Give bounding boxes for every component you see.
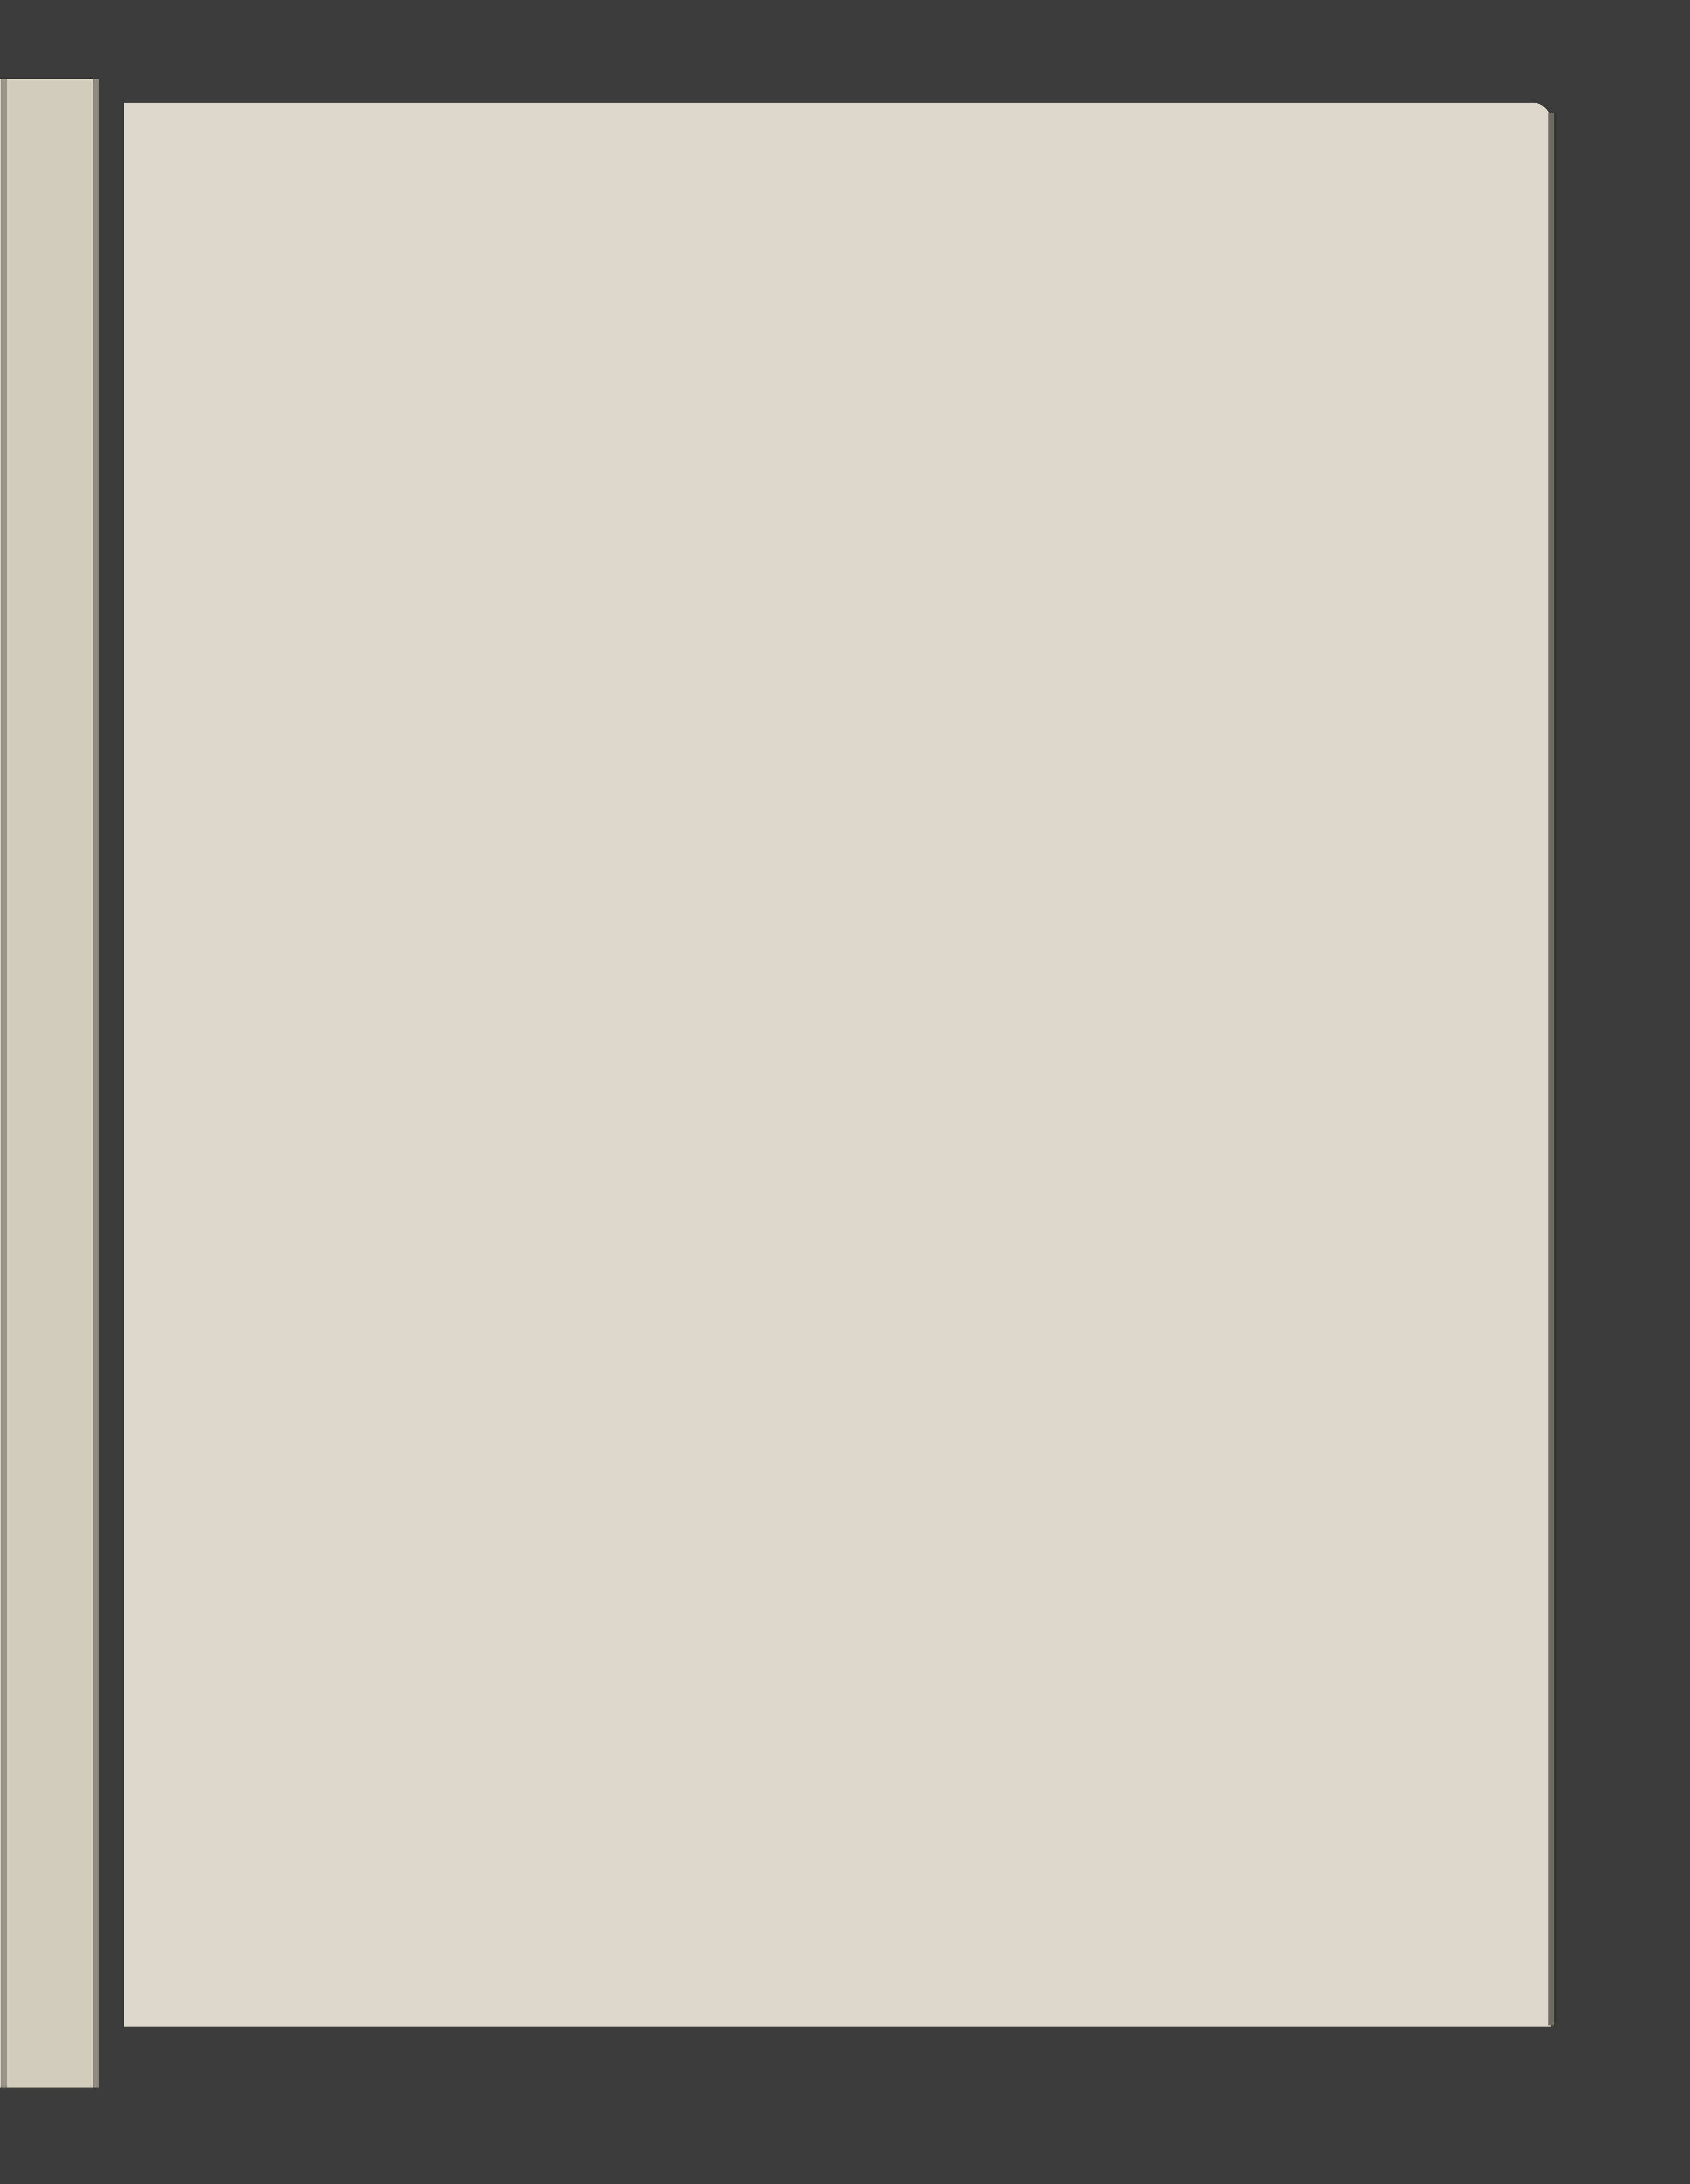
page-shadow [1548,113,1554,2025]
binding-edge [1,79,7,2088]
document-page [124,103,1551,2027]
left-page-edge [0,79,99,2088]
